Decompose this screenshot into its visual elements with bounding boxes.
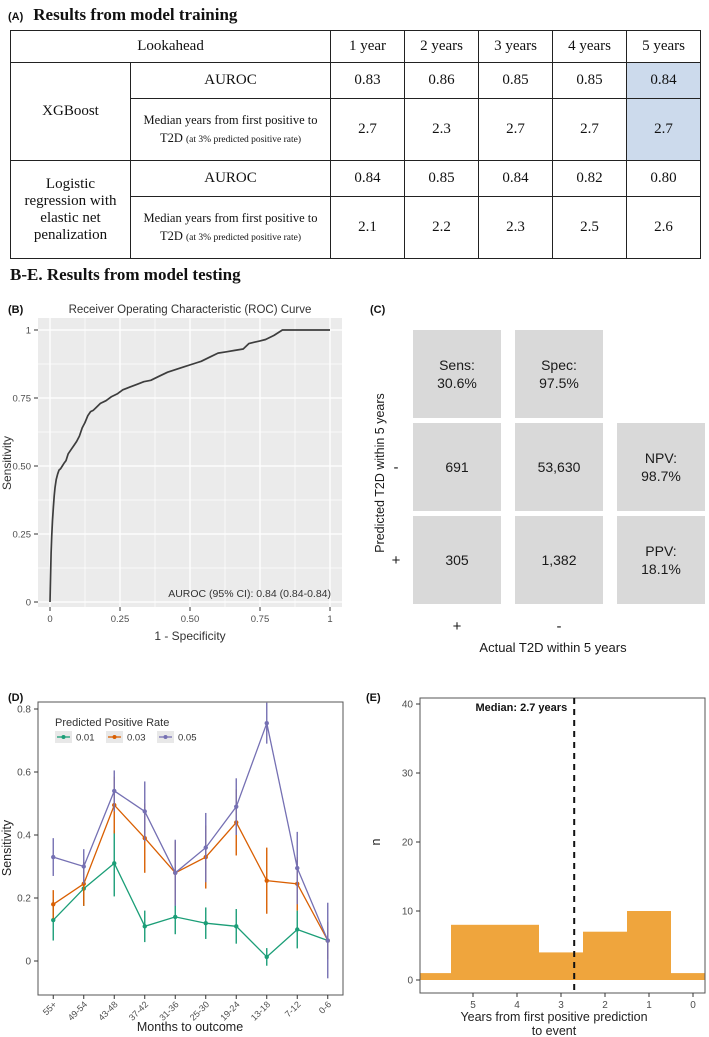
data-point bbox=[112, 789, 116, 793]
x-tick-label: 0.50 bbox=[180, 614, 200, 625]
median-value: 2.7 bbox=[331, 99, 405, 161]
x-tick-label: 4 bbox=[514, 1000, 520, 1011]
histogram-bar bbox=[539, 952, 583, 980]
x-tick-label: 0 bbox=[47, 614, 53, 625]
y-tick-label: 20 bbox=[401, 837, 413, 849]
text-label: 19-24 bbox=[218, 999, 242, 1023]
year-header-3: 3 years bbox=[479, 31, 553, 63]
text-label: Sensitivity bbox=[0, 819, 14, 877]
median-value: 2.7 bbox=[479, 99, 553, 161]
median-value: 2.5 bbox=[553, 197, 627, 259]
auroc-value: 0.85 bbox=[553, 63, 627, 99]
text-label: 7-12 bbox=[282, 999, 303, 1020]
col-label-negative: - bbox=[556, 618, 562, 635]
row-label-negative: - bbox=[393, 459, 399, 476]
true-negative-cell: 53,630 bbox=[515, 423, 603, 511]
data-point bbox=[295, 927, 299, 931]
sensitivity-chart bbox=[0, 690, 358, 1037]
y-tick-label: 0.25 bbox=[12, 529, 31, 541]
histogram-bar bbox=[583, 932, 627, 980]
data-point bbox=[51, 902, 55, 906]
x-tick-label: 1 bbox=[646, 1000, 652, 1011]
confusion-y-axis-label: Predicted T2D within 5 years bbox=[373, 393, 387, 553]
data-point bbox=[204, 845, 208, 849]
panel-e-label: (E) bbox=[366, 692, 381, 704]
data-point bbox=[51, 918, 55, 922]
auroc-value: 0.85 bbox=[479, 63, 553, 99]
specificity-cell: Spec: 97.5% bbox=[515, 330, 603, 418]
year-header-1: 1 year bbox=[331, 31, 405, 63]
auroc-value: 0.82 bbox=[553, 161, 627, 197]
ppv-cell: PPV: 18.1% bbox=[617, 516, 705, 604]
histogram-bar bbox=[495, 925, 539, 980]
model-name-logistic: Logistic regression with elastic net penalization bbox=[11, 161, 131, 259]
sensitivity-cell: Sens: 30.6% bbox=[413, 330, 501, 418]
data-point bbox=[173, 871, 177, 875]
x-axis-label: to event bbox=[531, 1024, 577, 1037]
auroc-value: 0.84 bbox=[331, 161, 405, 197]
data-point bbox=[265, 721, 269, 725]
legend-label: 0.03 bbox=[127, 732, 146, 744]
year-header-5: 5 years bbox=[627, 31, 701, 63]
chart-title: Receiver Operating Characteristic (ROC) Curve bbox=[68, 304, 312, 316]
panel-a-title: Results from model training bbox=[33, 5, 238, 24]
x-tick-label bbox=[96, 999, 119, 1022]
false-negative-cell: 691 bbox=[413, 423, 501, 511]
y-tick-label: 0 bbox=[25, 597, 31, 609]
col-label-positive: + bbox=[452, 618, 462, 635]
text-label: 0-6 bbox=[316, 999, 334, 1016]
x-tick-label: 2 bbox=[602, 1000, 608, 1011]
auroc-value: 0.83 bbox=[331, 63, 405, 99]
x-tick-label bbox=[41, 999, 59, 1017]
data-point bbox=[265, 878, 269, 882]
y-axis-label bbox=[0, 819, 14, 876]
x-tick-label: 0.25 bbox=[110, 614, 130, 625]
legend-title: Predicted Positive Rate bbox=[55, 717, 170, 729]
legend-label: 0.05 bbox=[178, 732, 197, 744]
x-tick-label bbox=[66, 999, 89, 1022]
x-tick-label: 1 bbox=[327, 614, 333, 625]
median-value: 2.7 bbox=[553, 99, 627, 161]
y-tick-label: 10 bbox=[401, 906, 413, 918]
median-value: 2.6 bbox=[627, 197, 701, 259]
y-axis-label bbox=[369, 838, 383, 845]
legend-key-point bbox=[113, 735, 117, 739]
y-axis-label bbox=[0, 436, 14, 490]
y-tick-label: 0.75 bbox=[12, 393, 31, 405]
histogram-bar bbox=[451, 925, 495, 980]
x-tick-label bbox=[317, 999, 333, 1015]
text-label: 49-54 bbox=[65, 999, 90, 1023]
model-name-xgboost: XGBoost bbox=[11, 63, 131, 161]
text-label: 43-48 bbox=[96, 999, 120, 1023]
data-point bbox=[143, 809, 147, 813]
median-value: 2.3 bbox=[405, 99, 479, 161]
confusion-matrix-panel bbox=[358, 300, 709, 660]
auroc-value: 0.84 bbox=[479, 161, 553, 197]
histogram-bar bbox=[671, 973, 705, 980]
text-label: n bbox=[369, 838, 383, 846]
training-results-table bbox=[10, 30, 701, 259]
panel-a-label: (A) bbox=[8, 11, 24, 23]
row-label-positive: + bbox=[391, 552, 401, 569]
x-tick-label: 5 bbox=[470, 1000, 476, 1011]
data-point bbox=[234, 924, 238, 928]
text-label: 13-18 bbox=[248, 999, 273, 1023]
median-value-highlighted: 2.7 bbox=[627, 99, 701, 161]
x-tick-label bbox=[283, 999, 303, 1019]
y-tick-label: 0.6 bbox=[17, 767, 31, 779]
x-tick-label bbox=[249, 999, 272, 1022]
panel-b-label: (B) bbox=[8, 304, 24, 316]
auroc-value: 0.86 bbox=[405, 63, 479, 99]
true-positive-cell: 305 bbox=[413, 516, 501, 604]
lookahead-header: Lookahead bbox=[11, 31, 331, 63]
y-tick-label: 0 bbox=[407, 975, 413, 987]
year-header-2: 2 years bbox=[405, 31, 479, 63]
panel-d-label: (D) bbox=[8, 692, 24, 704]
y-tick-label: 1 bbox=[25, 325, 31, 337]
data-point bbox=[204, 921, 208, 925]
text-label: Sensitivity bbox=[0, 435, 14, 491]
auroc-annotation: AUROC (95% CI): 0.84 (0.84-0.84) bbox=[168, 588, 331, 600]
histogram-bar bbox=[420, 973, 451, 980]
panel-c-label: (C) bbox=[370, 304, 386, 316]
years-histogram-chart bbox=[358, 690, 709, 1037]
y-tick-label: 30 bbox=[401, 768, 413, 780]
y-tick-label: 40 bbox=[401, 699, 413, 711]
x-axis-label: Years from first positive prediction bbox=[460, 1010, 648, 1024]
text-label: 37-42 bbox=[126, 999, 151, 1023]
median-value: 2.3 bbox=[479, 197, 553, 259]
roc-chart bbox=[0, 300, 358, 655]
metric-label-auroc: AUROC bbox=[131, 63, 331, 99]
data-point bbox=[51, 855, 55, 859]
metric-label-median-years: Median years from first positive to T2D (at 3% predicted positive rate) bbox=[131, 99, 331, 161]
data-point bbox=[295, 866, 299, 870]
y-tick-label: 0.4 bbox=[17, 830, 31, 842]
legend-key-point bbox=[164, 735, 168, 739]
text-label: 31-36 bbox=[157, 999, 181, 1023]
data-point bbox=[143, 924, 147, 928]
x-tick-label: 0 bbox=[690, 1000, 696, 1011]
y-tick-label: 0.2 bbox=[17, 893, 31, 905]
legend-key-point bbox=[62, 735, 66, 739]
histogram-bar bbox=[627, 911, 671, 980]
y-tick-label: 0 bbox=[25, 956, 31, 968]
median-annotation: Median: 2.7 years bbox=[475, 702, 568, 714]
false-positive-cell: 1,382 bbox=[515, 516, 603, 604]
auroc-value: 0.80 bbox=[627, 161, 701, 197]
section-be-title: B-E. Results from model testing bbox=[10, 265, 241, 284]
panel-a-heading bbox=[8, 5, 237, 25]
x-axis-label: 1 - Specificity bbox=[154, 629, 226, 643]
text-label: 55+ bbox=[40, 999, 59, 1018]
auroc-value: 0.85 bbox=[405, 161, 479, 197]
data-point bbox=[326, 938, 330, 942]
x-tick-label: 0.75 bbox=[250, 614, 270, 625]
x-tick-label: 3 bbox=[558, 1000, 564, 1011]
data-point bbox=[173, 915, 177, 919]
data-point bbox=[265, 955, 269, 959]
y-tick-label: 0.8 bbox=[17, 704, 31, 716]
median-value: 2.1 bbox=[331, 197, 405, 259]
data-point bbox=[234, 804, 238, 808]
npv-cell: NPV: 98.7% bbox=[617, 423, 705, 511]
metric-label-median-years: Median years from first positive to T2D (at 3% predicted positive rate) bbox=[131, 197, 331, 259]
median-value: 2.2 bbox=[405, 197, 479, 259]
y-tick-label: 0.50 bbox=[12, 461, 31, 473]
year-header-4: 4 years bbox=[553, 31, 627, 63]
text-label: 25-30 bbox=[187, 999, 212, 1023]
data-point bbox=[82, 864, 86, 868]
legend-label: 0.01 bbox=[76, 732, 95, 744]
auroc-value-highlighted: 0.84 bbox=[627, 63, 701, 99]
data-point bbox=[112, 861, 116, 865]
confusion-x-axis-label: Actual T2D within 5 years bbox=[479, 640, 627, 655]
x-axis-label: Months to outcome bbox=[136, 1020, 244, 1034]
metric-label-auroc: AUROC bbox=[131, 161, 331, 197]
